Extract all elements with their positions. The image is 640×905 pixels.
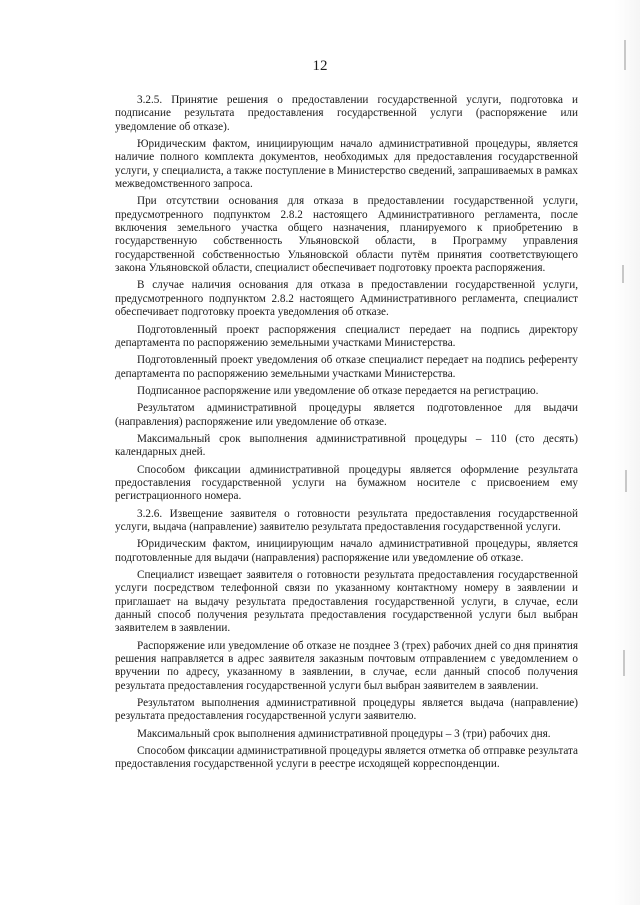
paragraph: Юридическим фактом, инициирующим начало административной процедуры, является подготовленные для выдачи (направления) распоряжение или уведомление об отказе.	[115, 538, 578, 564]
paragraph: Подготовленный проект распоряжения специалист передает на подпись директору департамента по распоряжению земельными участками Министерства.	[115, 323, 578, 349]
scan-artifact-mark	[623, 650, 625, 676]
paragraph: В случае наличия основания для отказа в предоставлении государственной услуги, предусмотренного подпунктом 2.8.2 настоящего Административного регламента, специалист обеспечивает подготовку проекта уведомления об отказе.	[115, 279, 578, 319]
paragraph: Результатом выполнения административной процедуры является выдача (направление) результата предоставления государственной услуги заявителю.	[115, 697, 578, 723]
paragraph: Способом фиксации административной процедуры является отметка об отправке результата предоставления государственной услуги в реестре исходящей корреспонденции.	[115, 745, 579, 771]
document-body	[115, 94, 578, 776]
paragraph: Подготовленный проект уведомления об отказе специалист передает на подпись референту департамента по распоряжению земельными участками Министерства.	[115, 354, 578, 380]
scan-artifact-mark	[622, 265, 624, 283]
paragraph: Распоряжение или уведомление об отказе не позднее 3 (трех) рабочих дней со дня принятия решения направляется в адрес заявителя заказным почтовым отправлением с уведомлением о вручении по адресу, указанному в заявлении, в случае, если данный способ получения результата предоставления государственной услуги был выбран заявителем в заявлении.	[115, 639, 578, 692]
paragraph-3-2-5-heading: 3.2.5. Принятие решения о предоставлении государственной услуги, подготовка и подписание результата предоставления государственной услуги (распоряжение или уведомление об отказе).	[115, 94, 578, 133]
page-number: 12	[312, 58, 328, 74]
paragraph: Способом фиксации административной процедуры является оформление результата предоставления государственной услуги на бумажном носителе с присвоением ему регистрационного номера.	[115, 463, 578, 503]
paragraph: Подписанное распоряжение или уведомление об отказе передается на регистрацию.	[137, 384, 539, 397]
paragraph: Специалист извещает заявителя о готовности результата предоставления государственной услуги посредством телефонной связи по указанному контактному номеру в заявлении и приглашает на выдачу результата предоставления государственной услуги, в случае, если данный способ получения результата предоставления государственной услуги был выбран заявителем в заявлении.	[115, 569, 578, 635]
scan-edge-shadow	[614, 0, 640, 905]
paragraph: Максимальный срок выполнения административной процедуры – 3 (три) рабочих дня.	[137, 727, 551, 740]
paragraph: Юридическим фактом, инициирующим начало административной процедуры, является наличие полного комплекта документов, необходимых для предоставления государственной услуги, у специалиста, а также поступление в Министерство сведений, запрашиваемых в рамках межведомственного запроса.	[115, 138, 578, 191]
paragraph: Максимальный срок выполнения административной процедуры – 110 (сто десять) календарных дней.	[115, 432, 578, 459]
paragraph-3-2-6-heading: 3.2.6. Извещение заявителя о готовности результата предоставления государственной услуги, выдача (направление) заявителю результата предоставления государственной услуги.	[115, 507, 578, 533]
paragraph: При отсутствии основания для отказа в предоставлении государственной услуги, предусмотренного подпунктом 2.8.2 настоящего Административного регламента, после включения земельного участка общего назначения, планируемого к приобретению в государственную собственность Ульяновской области, в Программу управления государственной собственностью Ульяновской области путём принятия соответствующего закона Ульяновской области, специалист обеспечивает подготовку проекта распоряжения.	[115, 195, 578, 275]
paragraph: Результатом административной процедуры является подготовленное для выдачи (направления) распоряжение или уведомление об отказе.	[115, 402, 578, 428]
scan-artifact-mark	[625, 470, 627, 492]
